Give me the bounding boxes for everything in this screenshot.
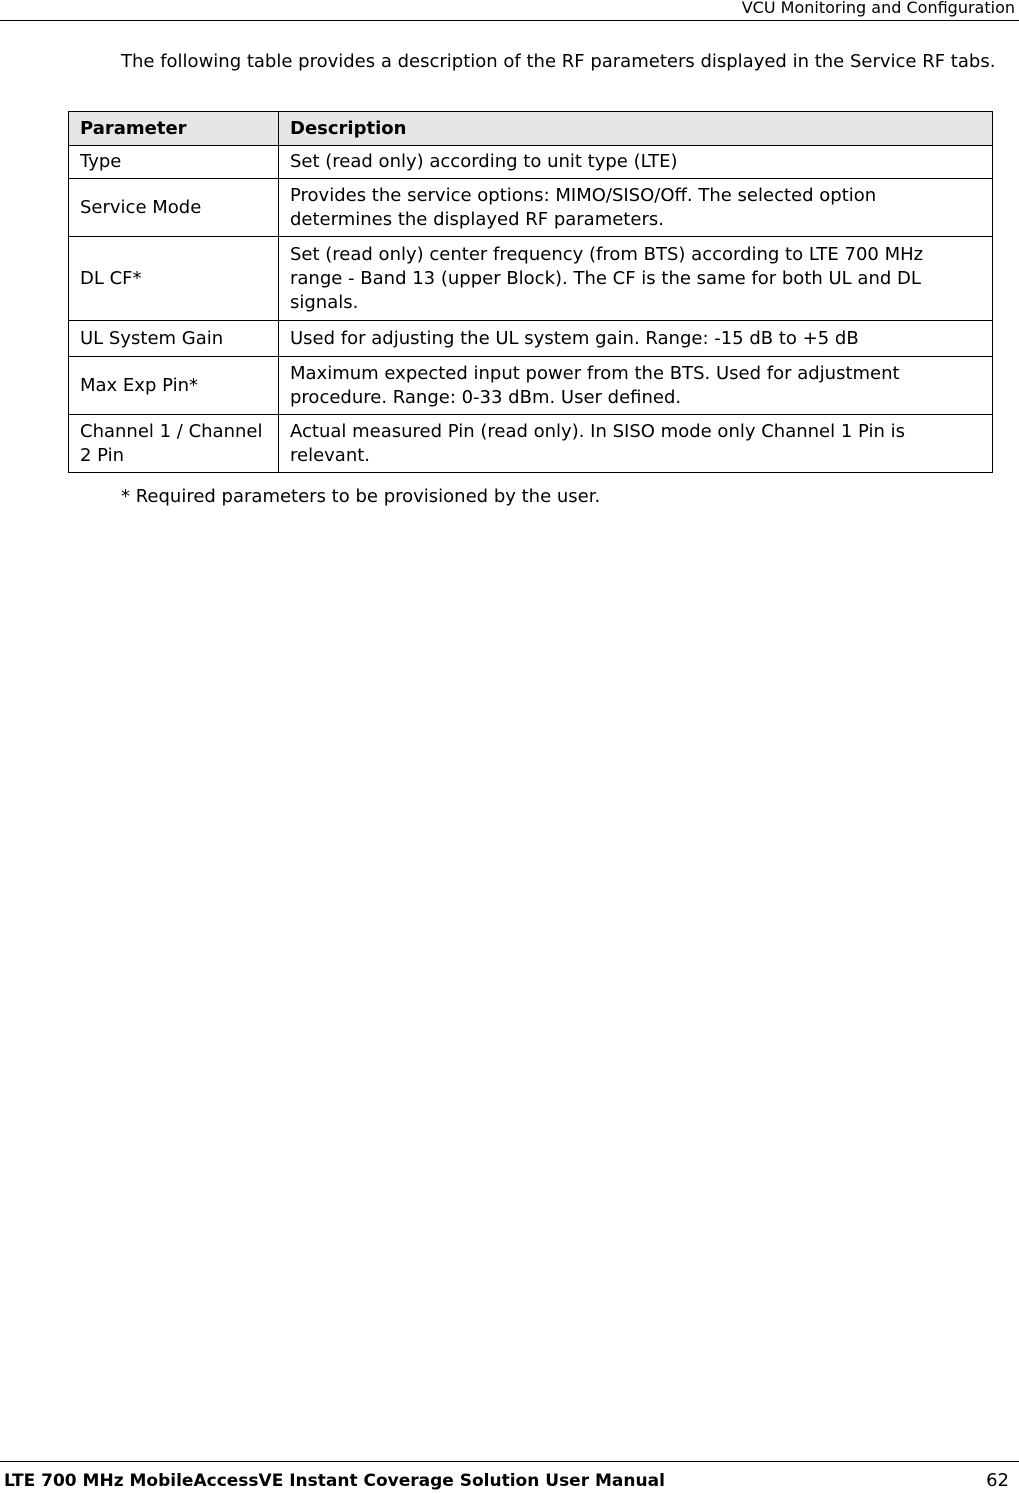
rf-parameters-table — [68, 111, 993, 473]
description-cell: Used for adjusting the UL system gain. Range: -15 dB to +5 dB — [279, 321, 993, 357]
footnote: * Required parameters to be provisioned by the user. — [121, 486, 601, 507]
table-row — [69, 357, 993, 415]
table-row — [69, 237, 993, 321]
parameter-cell: Service Mode — [69, 179, 279, 237]
description-cell: Provides the service options: MIMO/SISO/Off. The selected option determines the displayed RF parameters. — [279, 179, 993, 237]
manual-title: LTE 700 MHz MobileAccessVE Instant Coverage Solution User Manual — [4, 1471, 665, 1491]
description-cell: Actual measured Pin (read only). In SISO mode only Channel 1 Pin is relevant. — [279, 415, 993, 473]
header-parameter: Parameter — [69, 112, 279, 146]
parameter-cell: DL CF* — [69, 237, 279, 321]
page-number: 62 — [986, 1470, 1009, 1491]
table-header-row — [69, 112, 993, 146]
section-title: VCU Monitoring and Configuration — [741, 0, 1015, 17]
page-header — [0, 0, 1019, 21]
header-description: Description — [279, 112, 993, 146]
description-cell: Set (read only) center frequency (from BTS) according to LTE 700 MHz range - Band 13 (upper Block). The CF is the same for both UL and DL signals. — [279, 237, 993, 321]
table-row — [69, 415, 993, 473]
page-footer — [0, 1461, 1019, 1491]
table-row — [69, 146, 993, 179]
intro-paragraph: The following table provides a description of the RF parameters displayed in the Service RF tabs. — [121, 51, 996, 72]
parameter-cell: Channel 1 / Channel 2 Pin — [69, 415, 279, 473]
description-cell: Maximum expected input power from the BTS. Used for adjustment procedure. Range: 0-33 dBm. User defined. — [279, 357, 993, 415]
table-row — [69, 321, 993, 357]
parameter-cell: Max Exp Pin* — [69, 357, 279, 415]
table-row — [69, 179, 993, 237]
description-cell: Set (read only) according to unit type (LTE) — [279, 146, 993, 179]
parameter-cell: Type — [69, 146, 279, 179]
parameter-cell: UL System Gain — [69, 321, 279, 357]
